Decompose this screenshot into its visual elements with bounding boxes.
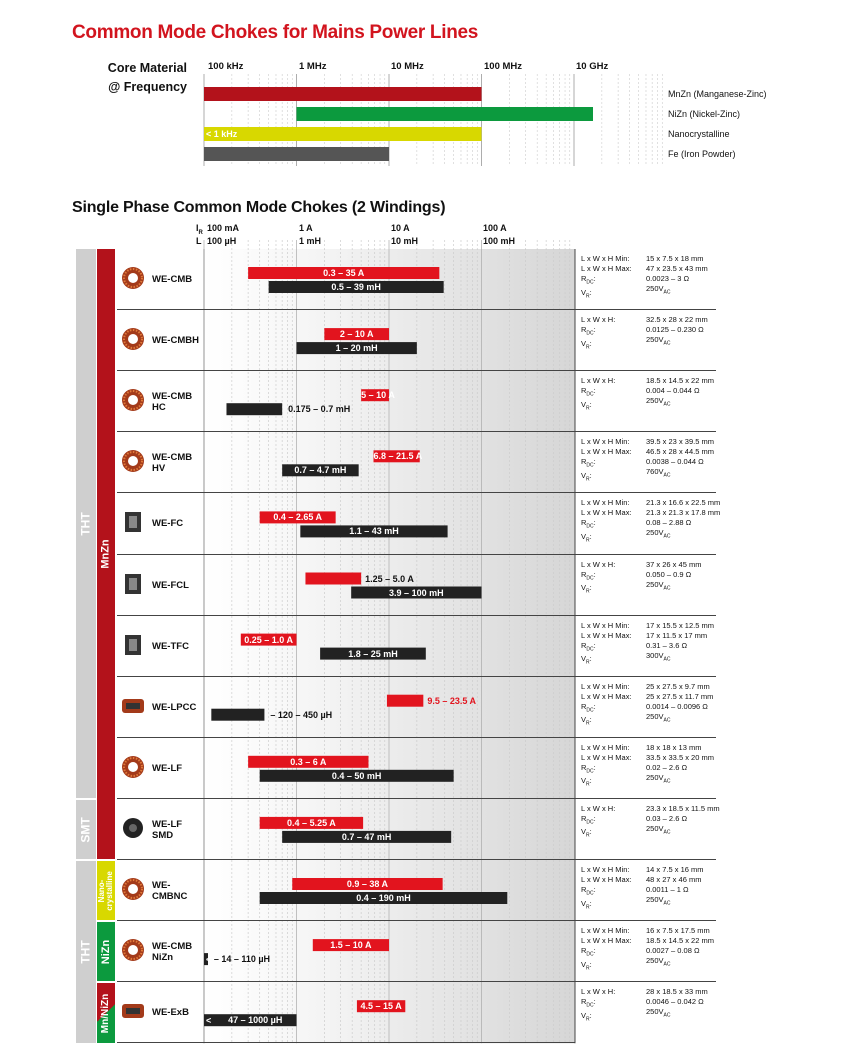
inductance-range-label: – 14 – 110 µH [213,954,271,965]
spec-values [646,621,714,665]
spec-value: 18.5 x 14.5 x 22 mm [646,936,714,946]
row-divider [117,370,575,371]
current-symbol: $I_R$ [196,223,203,236]
row-divider [575,798,716,799]
row-divider [575,370,716,371]
inductance-range-label: 0.175 – 0.7 mH [288,404,351,415]
current-range-label: 0.4 – 5.25 A [287,817,336,828]
spec-key: L x W x H Max: [581,875,632,884]
smd-coil-icon [120,815,146,841]
spec-key: L x W x H Min: [581,865,630,874]
toroid-coil-icon [120,937,146,963]
spec-keys [581,682,632,729]
core-material-name: Fe (Iron Powder) [668,149,736,159]
spec-key: $V_R$: [581,827,592,839]
inductance-range-label: 1.1 – 43 mH [349,526,399,537]
row-divider [117,554,575,555]
frame-core-icon [120,571,146,597]
current-range-bar [305,573,361,585]
spec-value: $250V_{AC}$ [646,1007,671,1019]
spec-value: 0.0038 – 0.044 Ω [646,457,704,467]
spec-value: 0.0014 – 0.0096 Ω [646,701,708,711]
spec-value: 0.08 – 2.88 Ω [646,518,692,528]
spec-value: $250V_{AC}$ [646,284,671,296]
current-range-label: 9.5 – 23.5 A [427,695,477,706]
product-name [152,335,199,346]
spec-keys [581,498,632,545]
mnzn-band: MnZn [97,249,115,859]
inductance-tick-label: 100 mH [483,236,516,246]
product-name [152,580,189,591]
product-name-line1: WE-TFC [152,640,189,652]
row-divider [575,981,716,982]
product-name-line1: WE-LPCC [152,701,197,713]
spec-key: $R_{DC}$: [581,813,596,826]
product-name [152,518,183,529]
inductance-range-bar [211,709,264,721]
spec-value: 47 x 23.5 x 43 mm [646,264,708,273]
spec-value: $250V_{AC}$ [646,711,671,724]
spec-key: L x W x H: [581,376,616,386]
spec-key: $R_{DC}$: [581,885,596,897]
current-range-label: 1.25 – 5.0 A [365,573,414,584]
spec-value: 37 x 26 x 45 mm [646,559,702,569]
spec-value: 0.004 – 0.044 Ω [646,386,700,396]
spec-key: $V_R$: [581,399,592,412]
section-title: Single Phase Common Mode Chokes (2 Windings) [72,199,446,216]
spec-key: L x W x H Max: [581,447,632,457]
spec-key: L x W x H: [581,987,616,997]
spec-value: $250V_{AC}$ [646,956,671,968]
frequency-tick-label: 100 MHz [484,61,523,72]
spec-value: $760V_{AC}$ [646,467,671,479]
frequency-label: @ Frequency [108,80,187,94]
spec-key: L x W x H Min: [581,498,630,508]
inductance-range-label: 47 – 1000 µH [228,1015,283,1026]
spec-value: $250V_{AC}$ [646,823,671,836]
product-name-line1: WE-CMB [152,452,193,464]
smt-band: SMT [76,800,96,859]
spec-value: 25 x 27.5 x 11.7 mm [646,691,714,701]
product-name-line1: WE-FCL [152,579,189,591]
spec-key: L x W x H Min: [581,926,630,936]
spec-key: $R_{DC}$: [581,274,596,286]
spec-keys [581,315,615,352]
inductance-range-label: 0.7 – 4.7 mH [294,465,347,476]
row-divider [575,859,716,860]
spec-key: L x W x H Min: [581,254,630,263]
spec-key: $R_{DC}$: [581,997,596,1009]
flat-coil-icon [120,998,146,1024]
spec-value: 32.5 x 28 x 22 mm [646,315,708,325]
spec-key: L x W x H Min: [581,620,630,630]
spec-key: $R_{DC}$: [581,640,596,653]
spec-value: 21.3 x 16.6 x 22.5 mm [646,498,721,508]
spec-key: L x W x H Max: [581,630,632,640]
mn-nizn-band: Mn/NiZn [97,983,115,1043]
spec-keys [581,376,615,413]
spec-value: 28 x 18.5 x 33 mm [646,987,708,997]
inductance-range-label: 0.4 – 50 mH [331,770,382,781]
product-name-line1: WE-ExB [152,1007,189,1019]
inductance-range-label: 1.8 – 25 mH [348,648,398,659]
row-divider [117,676,575,677]
spec-value: 18 x 18 x 13 mm [646,742,702,752]
spec-value: 33.5 x 33.5 x 20 mm [646,752,714,762]
inductance-tick-label: 10 mH [391,236,419,246]
inductance-range-label: – 120 – 450 µH [270,709,333,720]
spec-value: $250V_{AC}$ [646,579,671,591]
inductance-range-label: 0.7 – 47 mH [341,831,392,842]
spec-values [646,926,714,970]
current-range-bar [387,695,423,707]
product-name-line1: WE-LF [152,818,183,830]
spec-keys [581,865,632,912]
product-name-line2: CMBNC [152,891,188,902]
spec-value: 18.5 x 14.5 x 22 mm [646,376,714,386]
current-range-label: 2 – 10 A [339,329,374,340]
spec-key: L x W x H Max: [581,936,632,946]
spec-key: $R_{DC}$: [581,762,596,775]
spec-value: 0.03 – 2.6 Ω [646,813,688,823]
spec-value: $250V_{AC}$ [646,335,671,347]
spec-key: L x W x H Min: [581,681,630,691]
toroid-coil-icon [120,265,146,291]
spec-keys [581,804,615,841]
spec-value: 0.0125 – 0.230 Ω [646,325,704,335]
spec-key: $R_{DC}$: [581,701,596,714]
spec-values [646,987,708,1021]
core-material-name: Nanocrystalline [668,129,730,139]
product-name-line1: WE-CMBH [152,335,199,347]
product-name [152,274,192,285]
spec-key: $V_R$: [581,959,592,972]
product-name [152,941,192,963]
spec-key: $V_R$: [581,715,592,727]
toroid-coil-icon [120,876,146,902]
row-divider [117,1042,575,1043]
spec-value: 39.5 x 23 x 39.5 mm [646,437,714,447]
spec-values [646,743,714,787]
row-divider [575,920,716,921]
product-name-line1: WE-CMB [152,941,193,953]
toroid-coil-icon [120,448,146,474]
product-name-line1: WE-LF [152,762,183,774]
spec-key: $R_{DC}$: [581,946,596,958]
spec-value: 0.0046 – 0.042 Ω [646,997,704,1007]
spec-value: 46.5 x 28 x 44.5 mm [646,447,714,457]
current-range-label: 1.5 – 10 A [330,940,372,951]
spec-key: L x W x H: [581,803,616,813]
spec-value: 23.3 x 18.5 x 11.5 mm [646,803,720,813]
spec-key: $R_{DC}$: [581,457,596,469]
inductance-range-bar [226,403,282,415]
row-divider [575,492,716,493]
left-arrow-icon: < [206,1015,212,1026]
spec-key: $V_R$: [581,287,592,299]
current-range-label: 5 – 10 A [361,390,395,401]
spec-key: $V_R$: [581,470,592,483]
core-material-bar-label: < 1 kHz [206,129,238,139]
row-divider [575,615,716,616]
spec-value: $250V_{AC}$ [646,895,671,907]
spec-keys [581,987,615,1024]
inductance-symbol: L [196,236,202,246]
frequency-tick-label: 100 kHz [208,61,244,72]
row-divider [117,492,575,493]
row-divider [117,431,575,432]
row-divider [117,615,575,616]
product-name [152,763,182,774]
product-name-line1: WE-CMB [152,391,193,403]
spec-keys [581,560,615,597]
left-arrow-icon: < [206,954,212,965]
row-divider [575,309,716,310]
spec-value: 15 x 7.5 x 18 mm [646,254,704,263]
frequency-tick-label: 1 MHz [299,61,327,72]
spec-value: 14 x 7.5 x 16 mm [646,865,704,874]
nanocrystalline-band: Nano-crystalline [97,861,115,920]
current-tick-label: 10 A [391,223,410,233]
row-divider [117,859,575,860]
spec-value: 0.0023 – 3 Ω [646,274,690,283]
spec-keys [581,743,632,790]
spec-key: $R_{DC}$: [581,325,596,337]
current-tick-label: 1 A [299,223,313,233]
row-divider [117,920,575,921]
product-name [152,819,182,841]
current-range-label: 6.8 – 21.5 A [373,451,423,462]
product-name [152,452,192,474]
frequency-tick-label: 10 GHz [576,61,609,72]
spec-values [646,560,701,594]
spec-key: $V_R$: [581,654,592,666]
spec-key: $V_R$: [581,1010,592,1023]
current-range-label: 0.9 – 38 A [346,879,389,889]
product-name-line2: NiZn [152,952,174,964]
spec-value: 25 x 27.5 x 9.7 mm [646,681,710,691]
spec-values [646,254,708,298]
spec-key: L x W x H: [581,559,616,569]
spec-value: 17 x 15.5 x 12.5 mm [646,620,714,630]
spec-values [646,865,704,909]
row-divider [575,737,716,738]
spec-key: $R_{DC}$: [581,386,596,398]
row-divider [117,798,575,799]
product-name [152,702,196,713]
core-material-name: NiZn (Nickel-Zinc) [668,109,740,119]
product-name [152,1007,189,1018]
spec-key: $V_R$: [581,898,592,910]
spec-key: $V_R$: [581,531,592,544]
product-name [152,391,192,413]
page-title: Common Mode Chokes for Mains Power Lines [72,22,479,43]
inductance-range-label: 0.4 – 190 mH [356,893,411,903]
row-divider [575,431,716,432]
spec-value: 0.0027 – 0.08 Ω [646,946,700,956]
inductance-range-label: 3.9 – 100 mH [389,587,444,598]
product-name [152,880,187,902]
tht-band-2: THT [76,861,96,1043]
product-name-line1: WE-FC [152,518,184,530]
row-divider [117,309,575,310]
spec-value: 0.02 – 2.6 Ω [646,762,688,772]
spec-value: 0.0011 – 1 Ω [646,885,689,894]
spec-key: L x W x H: [581,315,616,325]
tht-band: THT [76,249,96,798]
frame-core-icon [120,632,146,658]
inductance-tick-label: 1 mH [299,236,322,246]
row-divider [575,676,716,677]
spec-value: 17 x 11.5 x 17 mm [646,630,708,640]
row-divider [117,737,575,738]
inductance-range-label: 1 – 20 mH [335,343,378,354]
spec-key: L x W x H Min: [581,437,630,447]
spec-key: L x W x H Max: [581,691,632,701]
spec-key: L x W x H Max: [581,264,632,273]
spec-keys [581,254,632,301]
current-tick-label: 100 A [483,223,507,233]
current-tick-label: 100 mA [207,223,240,233]
current-range-label: 0.4 – 2.65 A [273,512,323,523]
spec-values [646,804,720,838]
spec-value: 0.050 – 0.9 Ω [646,569,692,579]
product-name-line2: SMD [152,829,174,841]
row-divider [117,981,575,982]
spec-key: $V_R$: [581,583,592,595]
spec-value: $300V_{AC}$ [646,650,671,663]
spec-values [646,682,713,726]
toroid-coil-icon [120,326,146,352]
spec-key: L x W x H Max: [581,752,632,762]
toroid-coil-icon [120,387,146,413]
spec-key: $R_{DC}$: [581,569,596,581]
spec-value: 0.31 – 3.6 Ω [646,640,688,650]
spec-value: 16 x 7.5 x 17.5 mm [646,926,710,936]
inductance-tick-label: 100 µH [207,236,237,246]
core-material-label: Core Material [107,61,187,75]
product-name [152,641,189,652]
spec-keys [581,437,632,484]
frequency-tick-label: 10 MHz [391,61,424,72]
frame-core-icon [120,509,146,535]
spec-key: $R_{DC}$: [581,518,596,530]
inductance-range-label: 0.5 – 39 mH [331,282,381,292]
current-range-label: 0.3 – 6 A [290,756,327,767]
toroid-coil-icon [120,754,146,780]
current-range-label: 4.5 – 15 A [360,1001,402,1012]
spec-values [646,437,714,481]
spec-key: $V_R$: [581,338,592,351]
spec-values [646,376,714,410]
current-range-label: 0.3 – 35 A [323,268,365,278]
product-name-line1: WE-CMB [152,274,193,285]
spec-keys [581,621,632,668]
product-name-line2: HV [152,463,166,475]
spec-key: L x W x H Max: [581,508,632,518]
spec-values [646,498,720,542]
core-material-name: MnZn (Manganese-Zinc) [668,89,767,99]
product-name-line1: WE- [152,880,171,891]
spec-value: 48 x 27 x 46 mm [646,875,702,884]
row-divider [575,554,716,555]
nizn-band: NiZn [97,922,115,981]
product-name-line2: HC [152,402,166,414]
spec-value: $250V_{AC}$ [646,528,671,540]
spec-value: 21.3 x 21.3 x 17.8 mm [646,508,721,518]
spec-value: $250V_{AC}$ [646,772,671,785]
spec-key: L x W x H Min: [581,742,630,752]
spec-value: $250V_{AC}$ [646,396,671,408]
flat-coil-icon [120,693,146,719]
spec-keys [581,926,632,973]
spec-key: $V_R$: [581,776,592,788]
current-range-label: 0.25 – 1.0 A [244,634,293,645]
spec-values [646,315,708,349]
